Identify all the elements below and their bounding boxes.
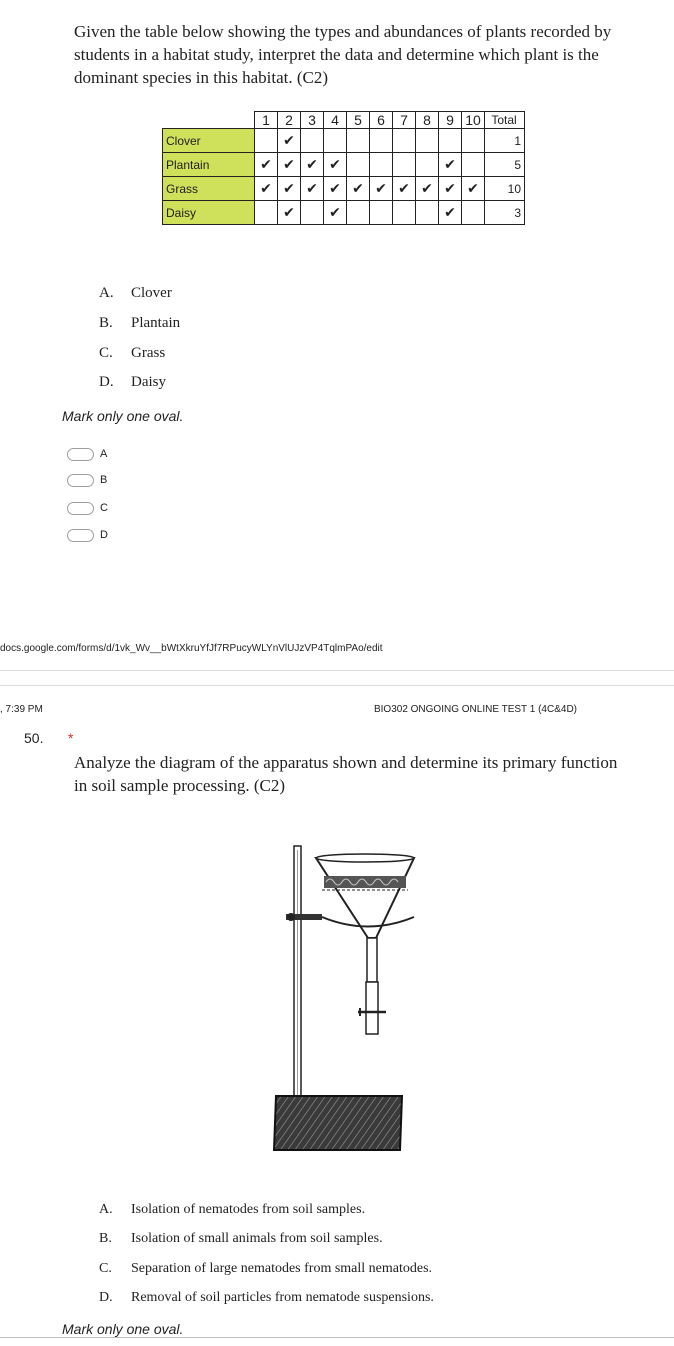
table-row-label: Grass xyxy=(163,177,255,201)
table-cell xyxy=(462,201,485,225)
table-col-header: 4 xyxy=(324,112,347,129)
table-cell xyxy=(416,129,439,153)
table-cell: ✔ xyxy=(462,177,485,201)
option-text: Isolation of small animals from soil samples. xyxy=(131,1231,383,1246)
table-cell: ✔ xyxy=(255,177,278,201)
table-cell: ✔ xyxy=(393,177,416,201)
table-col-header: 10 xyxy=(462,112,485,129)
radio-label: C xyxy=(100,502,108,514)
radio-oval[interactable] xyxy=(67,502,94,515)
table-cell xyxy=(370,153,393,177)
radio-oval[interactable] xyxy=(67,448,94,461)
option-letter: A. xyxy=(99,285,114,301)
table-cell: ✔ xyxy=(301,177,324,201)
table-cell xyxy=(347,129,370,153)
table-col-header: 3 xyxy=(301,112,324,129)
funnel-stem xyxy=(367,938,377,982)
table-total-cell: 1 xyxy=(485,129,525,153)
option-d xyxy=(99,375,166,390)
table-cell: ✔ xyxy=(324,177,347,201)
option-b xyxy=(99,1231,383,1246)
table-cell: ✔ xyxy=(278,201,301,225)
option-d xyxy=(99,1290,434,1305)
table-cell: ✔ xyxy=(324,201,347,225)
table-cell xyxy=(347,153,370,177)
clamp-screw xyxy=(287,913,295,921)
option-c xyxy=(99,346,165,361)
table-row-label: Plantain xyxy=(163,153,255,177)
option-text: Separation of large nematodes from small nematodes. xyxy=(131,1261,433,1276)
table-cell xyxy=(393,153,416,177)
mark-only-one-instruction: Mark only one oval. xyxy=(62,408,184,424)
table-col-header: 5 xyxy=(347,112,370,129)
stand-base xyxy=(274,1096,402,1150)
option-text: Isolation of nematodes from soil samples. xyxy=(131,1202,366,1217)
table-row-clover xyxy=(163,129,525,153)
baermann-funnel-diagram xyxy=(264,838,464,1168)
table-cell xyxy=(393,201,416,225)
table-cell: ✔ xyxy=(347,177,370,201)
option-text: Daisy xyxy=(131,374,166,390)
table-cell: ✔ xyxy=(278,129,301,153)
table-row-daisy xyxy=(163,201,525,225)
table-cell xyxy=(347,201,370,225)
table-cell xyxy=(439,129,462,153)
table-cell: ✔ xyxy=(278,177,301,201)
radio-label: B xyxy=(100,474,108,486)
option-text: Plantain xyxy=(131,315,181,331)
table-cell: ✔ xyxy=(370,177,393,201)
radio-label: A xyxy=(100,448,108,460)
table-cell: ✔ xyxy=(324,153,347,177)
print-timestamp: , 7:39 PM xyxy=(0,704,43,715)
table-total-cell: 3 xyxy=(485,201,525,225)
question-1-text: Given the table below showing the types and abundances of plants recorded by students in a habitat study, interpret the data and determine which plant is the dominant species in this habitat. (C2) xyxy=(74,22,612,87)
table-cell: ✔ xyxy=(301,153,324,177)
option-text: Removal of soil particles from nematode suspensions. xyxy=(131,1290,434,1305)
option-letter: C. xyxy=(99,345,113,361)
page-divider xyxy=(0,670,674,671)
table-col-header: 9 xyxy=(439,112,462,129)
radio-label: D xyxy=(100,529,108,541)
option-letter: D. xyxy=(99,374,114,390)
table-row-plantain xyxy=(163,153,525,177)
table-col-header: 6 xyxy=(370,112,393,129)
option-letter: B. xyxy=(99,315,113,331)
abundance-table xyxy=(162,111,525,225)
page-url-footer: docs.google.com/forms/d/1vk_Wv__bWtXkruYfJf7RPucyWLYnVlUJzVP4TqlmPAo/edit xyxy=(0,643,383,654)
radio-oval[interactable] xyxy=(67,529,94,542)
table-cell xyxy=(370,129,393,153)
table-col-header: 1 xyxy=(255,112,278,129)
option-text: Grass xyxy=(131,345,166,361)
table-cell xyxy=(301,201,324,225)
question-number: 50. xyxy=(24,730,44,746)
table-total-cell: 5 xyxy=(485,153,525,177)
table-cell xyxy=(301,129,324,153)
option-letter: D. xyxy=(99,1290,113,1305)
mark-only-one-instruction: Mark only one oval. xyxy=(62,1321,184,1337)
page-bottom-divider xyxy=(0,1337,674,1338)
option-letter: C. xyxy=(99,1261,112,1276)
table-row-label: Daisy xyxy=(163,201,255,225)
table-col-header: 2 xyxy=(278,112,301,129)
option-a xyxy=(99,286,172,301)
table-col-header-total: Total xyxy=(485,112,525,129)
table-cell: ✔ xyxy=(439,153,462,177)
table-header-row xyxy=(163,112,525,129)
soil-sample xyxy=(324,876,406,888)
option-letter: A. xyxy=(99,1202,113,1217)
option-c xyxy=(99,1261,432,1276)
table-corner xyxy=(163,112,255,129)
table-col-header: 7 xyxy=(393,112,416,129)
rubber-tubing xyxy=(366,982,378,1034)
table-cell: ✔ xyxy=(255,153,278,177)
table-row-grass xyxy=(163,177,525,201)
option-letter: B. xyxy=(99,1231,112,1246)
table-cell: ✔ xyxy=(439,201,462,225)
radio-oval[interactable] xyxy=(67,474,94,487)
table-cell xyxy=(255,129,278,153)
table-cell xyxy=(462,129,485,153)
required-asterisk: * xyxy=(68,730,74,746)
table-cell xyxy=(416,201,439,225)
option-text: Clover xyxy=(131,285,172,301)
question-2-text: Analyze the diagram of the apparatus shown and determine its primary function in soil sample processing. (C2) xyxy=(74,753,618,795)
table-cell xyxy=(255,201,278,225)
page-divider xyxy=(0,685,674,686)
table-row-label: Clover xyxy=(163,129,255,153)
print-form-title: BIO302 ONGOING ONLINE TEST 1 (4C&4D) xyxy=(373,704,577,715)
table-cell: ✔ xyxy=(278,153,301,177)
table-col-header: 8 xyxy=(416,112,439,129)
table-cell xyxy=(462,153,485,177)
table-cell xyxy=(370,201,393,225)
table-cell: ✔ xyxy=(439,177,462,201)
table-cell xyxy=(393,129,416,153)
option-b xyxy=(99,316,180,331)
table-cell xyxy=(416,153,439,177)
table-cell: ✔ xyxy=(416,177,439,201)
option-a xyxy=(99,1202,365,1217)
table-total-cell: 10 xyxy=(485,177,525,201)
table-cell xyxy=(324,129,347,153)
